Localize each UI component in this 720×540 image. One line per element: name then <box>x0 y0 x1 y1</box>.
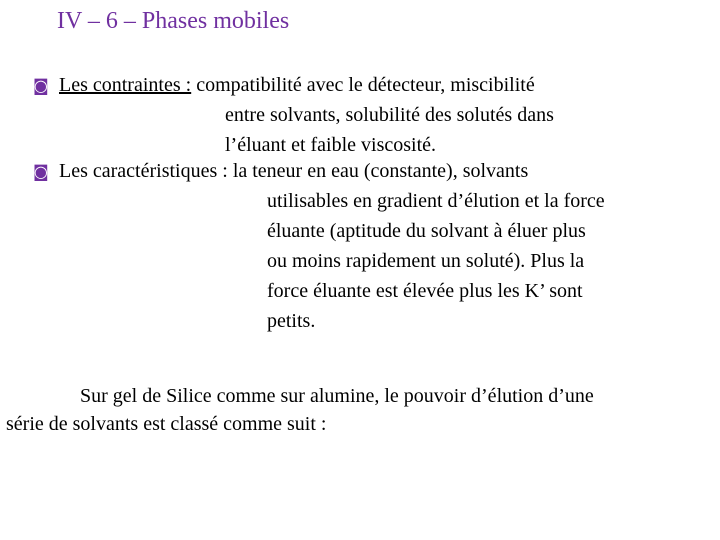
slide-title: IV – 6 – Phases mobiles <box>57 8 290 34</box>
bullet-continuation: l’éluant et faible viscosité. <box>225 134 437 156</box>
bullet-continuation: petits. <box>267 310 316 332</box>
bullet-text: compatibilité avec le détecteur, miscibilité <box>196 74 535 96</box>
paragraph-line: série de solvants est classé comme suit : <box>6 413 327 435</box>
bullet-marker-icon: ◙ <box>33 76 49 95</box>
paragraph-line: Sur gel de Silice comme sur alumine, le pouvoir d’élution d’une <box>80 385 594 407</box>
bullet-label: Les contraintes : <box>59 74 192 96</box>
bullet-label: Les caractéristiques : <box>59 160 228 182</box>
bullet-line <box>33 156 605 186</box>
elution-paragraph <box>6 382 706 438</box>
bullet-continuation: éluante (aptitude du solvant à éluer plus <box>267 220 586 242</box>
bullet-text: la teneur en eau (constante), solvants <box>232 160 529 182</box>
bullet-continuation: ou moins rapidement un soluté). Plus la <box>267 250 585 272</box>
bullet-constraints <box>33 70 554 160</box>
bullet-characteristics <box>33 156 605 336</box>
bullet-continuation: entre solvants, solubilité des solutés dans <box>225 104 554 126</box>
bullet-continuation: force éluante est élevée plus les K’ sont <box>267 280 583 302</box>
bullet-marker-icon: ◙ <box>33 162 49 181</box>
bullet-line <box>33 70 554 100</box>
bullet-continuation: utilisables en gradient d’élution et la force <box>267 190 605 212</box>
